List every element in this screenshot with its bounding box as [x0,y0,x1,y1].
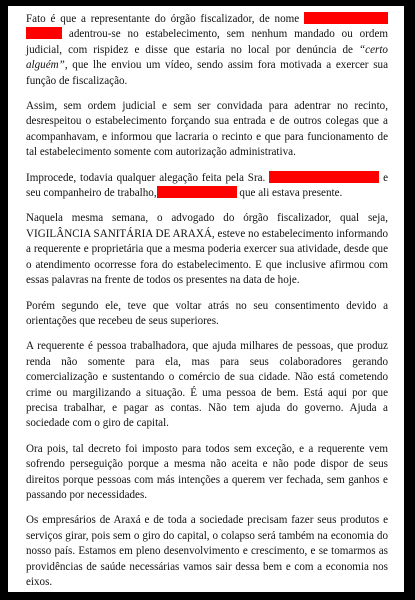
paragraph-3-text-c: que ali estava presente. [239,187,343,200]
document-page [8,6,404,592]
paragraph-4: Naquela mesma semana, o advogado do órgão fiscalizador, qual seja, VIGILÂNCIA SANITÁRIA DE ARAXÁ, esteve no estabelecimento informando a requerente e proprietária que a mesma poderia exercer sua atividade, desde que o atendimento ocorresse fora do estabelecimento. E que inclusive afirmou com essas palavras na frente de todos os presentes na data de hoje. [26,212,388,287]
paragraph-2: Assim, sem ordem judicial e sem ser convidada para adentrar no recinto, desrespeitou o estabelecimento forçando sua entrada e de outros colegas que a acompanhavam, e informou que lacraria o recinto e que para funcionamento de tal estabelecimento somente com autorização administrativa. [26,100,388,159]
paragraph-6: A requerente é pessoa trabalhadora, que ajuda milhares de pessoas, que produz renda não somente para ela, mas para seus colaboradores gerando comercialização e sustentando o comércio de sua cidade. Não está cometendo crime ou margilizando a situação. É uma pessoa de bem. Está aqui por que precisa trabalhar, e pagar as contas. Não tem ajuda do governo. Ajuda a sociedade com o giro de capital. [26,340,388,430]
paragraph-3 [26,171,388,202]
redaction-block [26,27,62,39]
redaction-block [304,12,388,24]
paragraph-1-text-b: adentrou-se no estabelecimento, sem nenhum mandado ou ordem judicial, com rispidez e disse que estaria no local por denúncia de [26,28,388,56]
paragraph-3-text-a: Improcede, todavia qualquer alegação feita pela Sra. [26,171,266,184]
paragraph-1 [26,12,388,89]
paragraph-5: Porém segundo ele, teve que voltar atrás no seu consentimento devido a orientações que recebeu de seus superiores. [26,299,388,327]
paragraph-7: Ora pois, tal decreto foi imposto para todos sem exceção, e a requerente vem sofrendo perseguição porque a mesma não aceita e não pode dispor de seus direitos porque pessoas com más intenções a querem ver fechada, sem ganhos e passando por necessidades. [26,442,388,501]
paragraph-1-text-c: , que lhe enviou um vídeo, sendo assim fora motivada a exercer sua função de fiscalização. [26,59,388,87]
redaction-block [157,186,237,198]
paragraph-8: Os empresários de Araxá e de toda a sociedade precisam fazer seus produtos e serviços girar, pois sem o giro do capital, o colapso será também na economia do nosso país. Estamos em pleno desenvolvimento e crescimento, e se tomarmos as providências de saúde necessárias vamos sair dessa bem e com a economia nos eixos. [26,514,388,588]
paragraph-1-quote: “certo alguém” [26,43,388,72]
redaction-block [269,171,379,183]
paragraph-1-text-a: Fato é que a representante do órgão fiscalizador, de nome [26,13,300,25]
paragraph-3-text-b: e seu companheiro de trabalho, [26,171,388,200]
